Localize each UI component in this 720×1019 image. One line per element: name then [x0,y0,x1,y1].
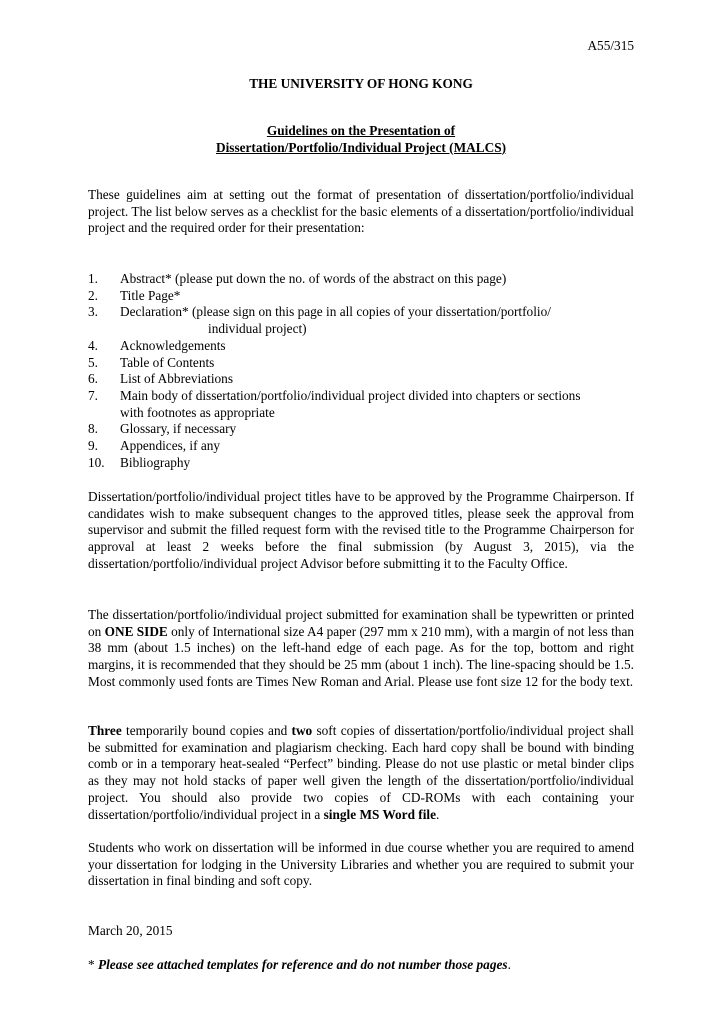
copies-text: . [436,806,440,822]
list-item-number: 8. [88,421,98,437]
copies-emphasis: Three [88,723,122,738]
copies-emphasis: single MS Word file [323,806,437,822]
footnote-text: Please see attached templates for reference and do not number those pages [97,957,508,972]
format-text: The dissertation/portfolio/individual project submitted for examination shall be typewritten or printed on [88,607,634,639]
document-title-line2: Dissertation/Portfolio/Individual Project (MALCS) [215,139,507,155]
list-item-number: 1. [88,271,98,286]
checklist [88,271,634,471]
list-item-text: Table of Contents [120,354,215,370]
copies-text: soft copies of dissertation/portfolio/individual project shall be submitted for examination and plagiarism checking. Each hard copy shall be bound with binding comb or in a temporary heat-sealed “Perfect” binding. Please do not use plastic or metal binder clips as they may not hold stacks of paper well given the length of the dissertation/portfolio/individual project. You should also provide two copies of CD-ROMs with each containing your dissertation/portfolio/individual project in a [88,723,634,822]
students-paragraph: Students who work on dissertation will be informed in due course whether you are required to amend your dissertation for lodging in the University Libraries and whether you are required to submit your dissertation in final binding and soft copy. [88,840,634,889]
list-item-number: 3. [88,304,98,320]
list-item-number: 4. [88,337,98,353]
list-item-number: 2. [88,287,98,303]
university-heading: THE UNIVERSITY OF HONG KONG [249,76,473,91]
titles-approval-paragraph: Dissertation/portfolio/individual project titles have to be approved by the Programme Chairperson. If candidates wish to make subsequent changes to the approved titles, please seek the approval from supervisor and submit the filled request form with the revised title to the Programme Chairperson for approval at least 2 weeks before the final submission (by August 3, 2015), via the dissertation/portfolio/individual project Advisor before submitting it to the Faculty Office. [88,489,634,571]
list-item [88,271,634,288]
list-item-text: Appendices, if any [120,438,221,454]
document-title-line1: Guidelines on the Presentation of [266,123,456,138]
list-item-text: Acknowledgements [120,337,226,353]
copies-paragraph [88,723,634,823]
format-text: only of International size A4 paper (297 mm x 210 mm), with a margin of not less than 38 mm (about 1.5 inches) on the left-hand edge of each page. As for the top, bottom and right margins, it is recommended that they should be 25 mm (about 1 inch). The line-spacing should be 1.5. Most commonly used fonts are Times New Roman and Arial. Please use font size 12 for the body text. [88,623,634,689]
format-emphasis: ONE SIDE [104,623,168,639]
list-item-text: Title Page* [120,287,181,303]
document-reference: A55/315 [587,38,634,53]
list-item [88,388,634,421]
copies-emphasis: two [291,723,313,738]
format-paragraph [88,607,634,691]
list-item [88,288,634,305]
list-item-text: Declaration* (please sign on this page in all copies of your dissertation/portfolio/ [120,304,551,320]
document-date: March 20, 2015 [88,923,173,938]
list-item-number: 5. [88,354,98,370]
list-item-text: Abstract* (please put down the no. of words of the abstract on this page) [120,271,507,286]
list-item [88,355,634,372]
list-item-text: Main body of dissertation/portfolio/individual project divided into chapters or sections [120,387,581,403]
list-item-text: Bibliography [120,454,191,470]
list-item [88,438,634,455]
list-item [88,338,634,355]
list-item [88,455,634,472]
list-item [88,371,634,388]
list-item [88,304,634,337]
intro-paragraph: These guidelines aim at setting out the format of presentation of dissertation/portfolio/individual project. The list below serves as a checklist for the basic elements of a dissertation/portfolio/individual project and the required order for their presentation: [88,187,634,236]
list-item-text: List of Abbreviations [120,371,234,387]
list-item-text: Glossary, if necessary [120,421,237,437]
list-item-text-continued: individual project) [208,321,307,337]
document-title [88,123,634,156]
footnote [88,957,511,974]
list-item [88,421,634,438]
copies-text: temporarily bound copies and [121,723,292,738]
footnote-marker: * [88,957,98,972]
list-item-number: 7. [88,387,98,403]
footnote-end: . [507,957,511,972]
list-item-number: 6. [88,371,98,387]
list-item-number: 10. [88,454,105,470]
list-item-text-continued: with footnotes as appropriate [120,404,275,420]
list-item-number: 9. [88,438,98,454]
